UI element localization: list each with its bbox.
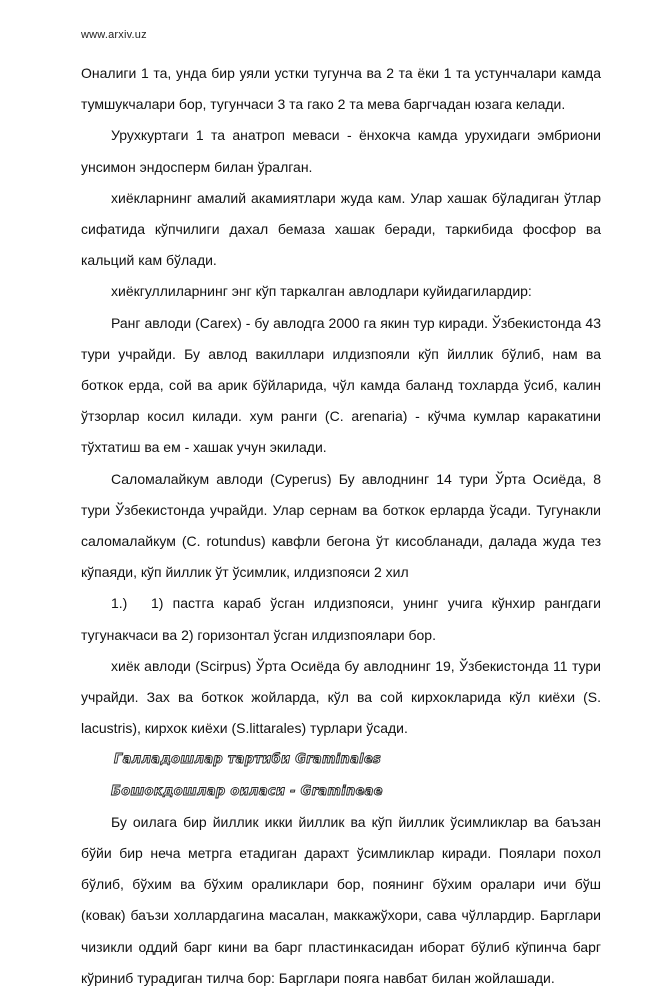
heading-order: Галладошлар тартиби Graminales: [114, 752, 382, 768]
item-number: 1.): [111, 595, 128, 612]
paragraph-genera-intro: хиёкгуллиларнинг энг кўп таркалган авлодлари куйидагилардир:: [111, 283, 532, 300]
site-url-header: www.arxiv.uz: [81, 29, 147, 41]
paragraph-carex: Ранг авлоди (Carex) - бу авлодга 2000 га якин тур киради. Ўзбекистонда 43 тури учрайди. Бу авлод вакиллари илдизпояли кўп йиллик бўлиб, нам ва боткок ерда, сой ва арик бўйларида, чўл камда баланд тохларда ўсиб, калин ўтзорлар косил килади. хум ранги (C. arenaria) - кўчма кумлар каракатини тўхтатиш ва ем - хашак учун экилади.: [81, 314, 601, 456]
paragraph-gramineae: Бу оилага бир йиллик икки йиллик ва кўп йиллик ўсимликлар ва баъзан бўйи бир неча метрга етадиган дарахт ўсимликлар киради. Поялари похол бўлиб, бўхим ва бўхим ораликлари бор, поянинг бўхим оралари ичи бўш (ковак) баъзи холлардагина масалан, маккажўхори, сава чўллардир. Барглари чизикли оддий барг кини ва барг пластинкасидан иборат бўлиб кўпинча барг кўриниб турадиган тилча бор: Барглари пояга навбат билан жойлашади.: [81, 813, 601, 986]
paragraph-scirpus: хиёк авлоди (Scirpus) Ўрта Осиёда бу авлоднинг 19, Ўзбекистонда 11 тури учрайди. Зах ва боткок жойларда, кўл ва сой кирхокларида кўл киёхи (S. lacustris), кирхок киёхи (S.littarales) турлари ўсади.: [81, 657, 601, 737]
heading-family: Бошокдошлар оиласи - Gramineae: [111, 783, 383, 799]
paragraph-ovary: Оналиги 1 та, унда бир уяли устки тугунча ва 2 та ёки 1 та устунчалари камда тумшукчалари бор, тугунчаси 3 та гако 2 та мева баргчадан юзага келади.: [81, 65, 601, 113]
numbered-item: [81, 588, 601, 650]
paragraph-seed: Урухкуртаги 1 та анатроп меваси - ёнхокча камда урухидаги эмбриони унсимон эндосперм билан ўралган.: [81, 127, 601, 175]
paragraph-cyperus: Саломалайкум авлоди (Cyperus) Бу авлоднинг 14 тури Ўрта Осиёда, 8 тури Ўзбекистонда учрайди. Улар сернам ва боткок ерларда ўсади. Тугунакли саломалайкум (C. rotundus) кавфли бегона ўт кисобланади, далада жуда тез кўпаяди, кўп йиллик ўт ўсимлик, илдизпояси 2 хил: [81, 470, 601, 581]
paragraph-practical-value: хиёкларнинг амалий акамиятлари жуда кам. Улар хашак бўладиган ўтлар сифатида кўпчилиги дахал бемаза хашак беради, таркибида фосфор ва кальций кам бўлади.: [81, 189, 601, 269]
document-body: [81, 58, 601, 994]
item-text: 1) пастга караб ўсган илдизпояси, унинг учига кўнхир рангдаги тугунакчаси ва 2) горизонтал ўсган илдизпоялари бор.: [81, 595, 601, 643]
